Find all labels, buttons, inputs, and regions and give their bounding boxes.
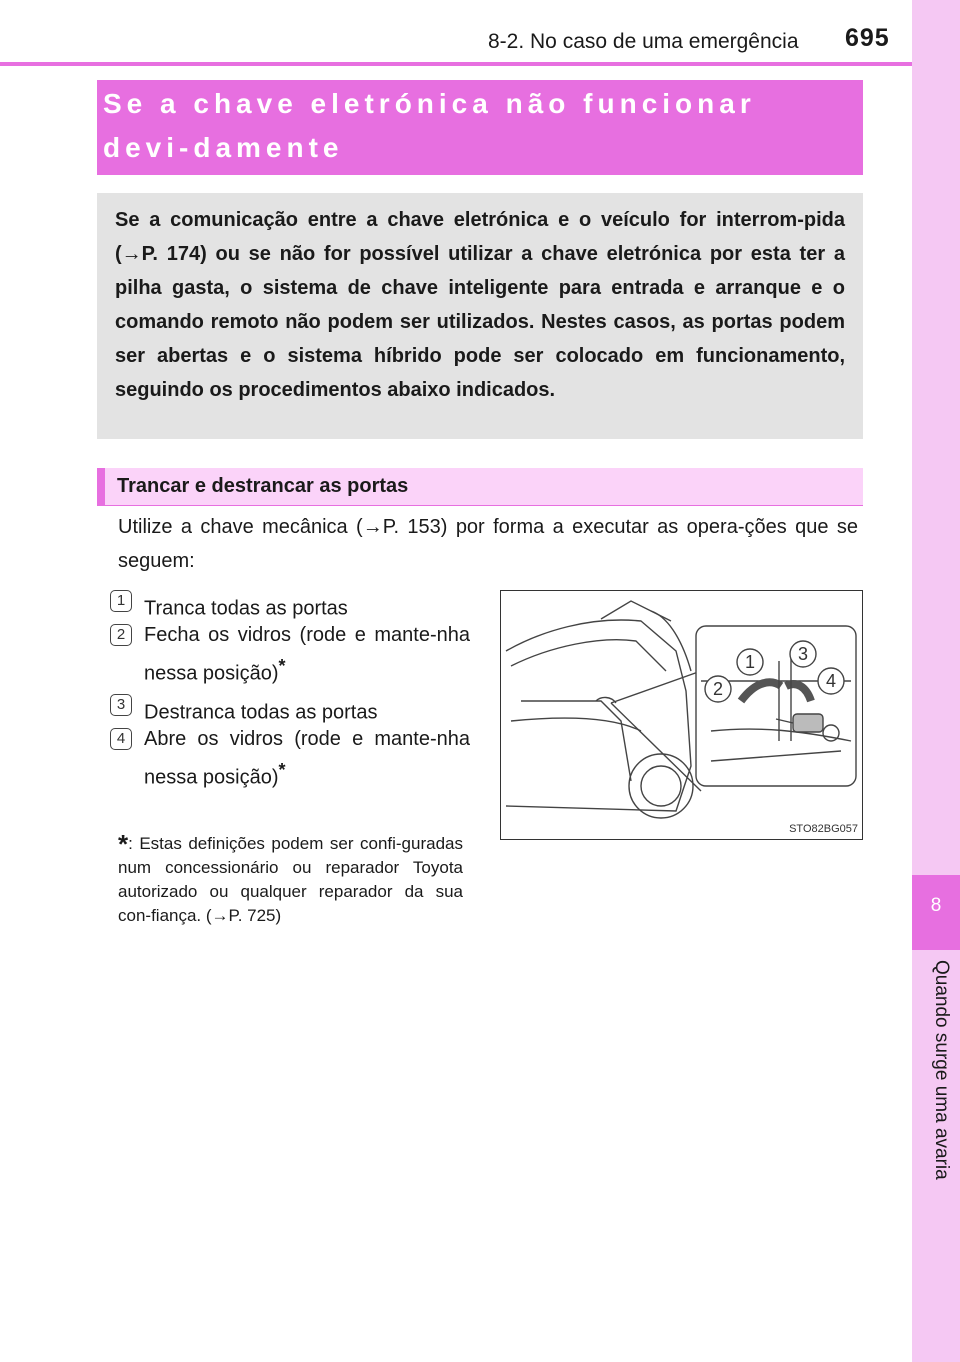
page-title: Se a chave eletrónica não funcionar devi-damente — [103, 88, 756, 163]
step-number-badge: 3 — [110, 694, 132, 716]
page-number: 695 — [845, 24, 890, 52]
step-number-badge: 1 — [110, 590, 132, 612]
step-number-badge: 4 — [110, 728, 132, 750]
intro-text: Se a comunicação entre a chave eletrónica e o veículo for interrom-pida (→P. 174) ou se não for possível utilizar a chave eletrónica por esta ter a pilha gasta, o sistema de chave inteligente para entrada e arranque e o comando remoto não podem ser utilizados. Nestes casos, as portas podem ser abertas e o sistema híbrido pode ser colocado em funcionamento, seguindo os procedimentos abaixo indicados. — [115, 209, 845, 401]
intro-box — [97, 193, 863, 439]
car-door-lock-drawing — [501, 591, 861, 838]
chapter-title: Quando surge uma avaria — [931, 960, 952, 1180]
subsection-rule — [97, 505, 863, 506]
step-text: Destranca todas as portas — [144, 701, 378, 724]
chapter-number: 8 — [930, 895, 942, 916]
callout-2: 2 — [712, 679, 724, 699]
subsection-header — [97, 468, 863, 506]
footnote-asterisk: * — [118, 829, 129, 859]
title-banner — [97, 80, 863, 175]
subsection-header-bar — [97, 468, 105, 506]
figure-code: STO82BG057 — [789, 823, 858, 835]
step-text: Tranca todas as portas — [144, 597, 348, 620]
footnote-text: : Estas definições podem ser confi-guradas num concessionário ou reparador Toyota autorizado ou qualquer reparador da sua con-fiança. (→P. 725) — [118, 834, 463, 925]
section-reference: 8-2. No caso de uma emergência — [488, 30, 799, 53]
header-rule — [0, 62, 960, 66]
callout-4: 4 — [825, 671, 837, 691]
step-text: Abre os vidros (rode e mante-nha nessa posição)* — [144, 728, 470, 789]
callout-3: 3 — [797, 644, 809, 664]
step-text: Fecha os vidros (rode e mante-nha nessa posição)* — [144, 624, 470, 685]
footnote — [118, 828, 463, 928]
step-number-badge: 2 — [110, 624, 132, 646]
callout-1: 1 — [744, 652, 756, 672]
subsection-title: Trancar e destrancar as portas — [117, 475, 409, 497]
car-key-illustration — [500, 590, 863, 840]
subsection-body: Utilize a chave mecânica (→P. 153) por forma a executar as opera-ções que se seguem: — [118, 516, 858, 572]
